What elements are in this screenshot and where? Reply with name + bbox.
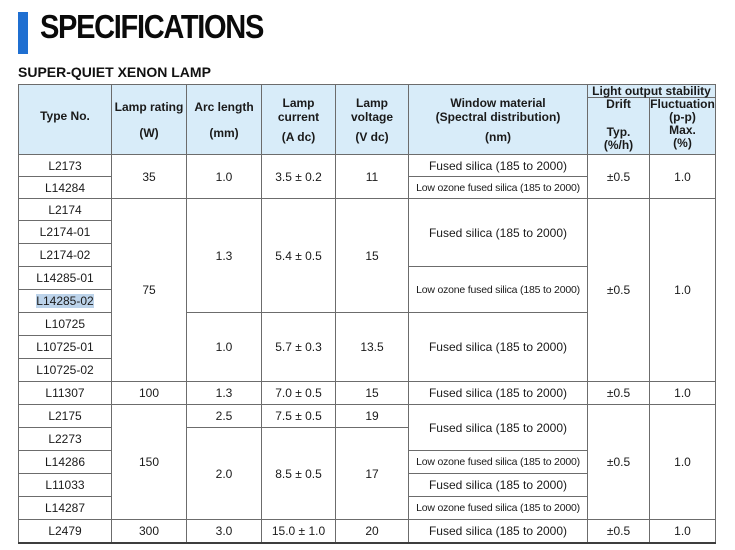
- fluctuation-cell: 1.0: [650, 382, 716, 405]
- header-type-no: [19, 85, 112, 155]
- window-cell: Fused silica (185 to 2000): [409, 405, 588, 451]
- drift-cell: ±0.5: [588, 155, 650, 199]
- header-fluct-pp: (p-p): [669, 110, 696, 124]
- header-lamp-current: [262, 85, 336, 155]
- lamp-voltage-cell: 15: [336, 199, 409, 313]
- header-lamp-current-line1: Lamp: [282, 95, 315, 110]
- header-lamp-voltage-line1: Lamp: [355, 95, 388, 110]
- header-type-no-label: Type No.: [40, 108, 90, 123]
- lamp-current-cell: 5.7 ± 0.3: [262, 313, 336, 382]
- type-cell: L10725: [19, 313, 112, 336]
- table-row: [19, 405, 716, 428]
- window-cell: Low ozone fused silica (185 to 2000): [409, 177, 588, 199]
- lamp-current-cell: 8.5 ± 0.5: [262, 428, 336, 520]
- window-cell: Fused silica (185 to 2000): [409, 199, 588, 267]
- title-accent-bar: [18, 12, 28, 54]
- type-cell: L2174-01: [19, 221, 112, 244]
- lamp-voltage-cell: 15: [336, 382, 409, 405]
- drift-cell: ±0.5: [588, 520, 650, 543]
- arc-length-cell: 1.3: [187, 382, 262, 405]
- header-drift-unit: (%/h): [603, 138, 634, 152]
- header-fluct-unit: (%): [673, 136, 692, 150]
- header-lamp-voltage-line2: voltage: [350, 109, 393, 124]
- header-lamp-current-unit: (A dc): [281, 129, 316, 144]
- header-fluctuation: [650, 98, 716, 155]
- lamp-current-cell: 3.5 ± 0.2: [262, 155, 336, 199]
- type-cell: L2173: [19, 155, 112, 177]
- section-subtitle: SUPER-QUIET XENON LAMP: [18, 64, 211, 80]
- window-cell: Low ozone fused silica (185 to 2000): [409, 267, 588, 313]
- type-cell: [19, 290, 112, 313]
- spec-table: [18, 84, 716, 544]
- lamp-voltage-cell: 19: [336, 405, 409, 428]
- type-cell: L2174-02: [19, 244, 112, 267]
- fluctuation-cell: 1.0: [650, 199, 716, 382]
- lamp-current-cell: 7.0 ± 0.5: [262, 382, 336, 405]
- drift-cell: ±0.5: [588, 405, 650, 520]
- header-light-output-stability: [588, 85, 716, 98]
- lamp-voltage-cell: 17: [336, 428, 409, 520]
- window-cell: Low ozone fused silica (185 to 2000): [409, 451, 588, 474]
- table-row: [19, 199, 716, 221]
- fluctuation-cell: 1.0: [650, 520, 716, 543]
- header-drift-label: Drift: [606, 97, 631, 111]
- header-lamp-rating: [112, 85, 187, 155]
- header-arc-length: [187, 85, 262, 155]
- lamp-voltage-cell: 20: [336, 520, 409, 543]
- type-cell: L10725-02: [19, 359, 112, 382]
- header-window-line1: Window material: [450, 95, 546, 110]
- header-fluct-max: Max.: [669, 123, 696, 137]
- lamp-current-cell: 7.5 ± 0.5: [262, 405, 336, 428]
- lamp-current-cell: 15.0 ± 1.0: [262, 520, 336, 543]
- window-cell: Fused silica (185 to 2000): [409, 474, 588, 497]
- arc-length-cell: 1.0: [187, 313, 262, 382]
- window-cell: Fused silica (185 to 2000): [409, 520, 588, 543]
- page-title: SPECIFICATIONS: [40, 8, 264, 45]
- window-cell: Fused silica (185 to 2000): [409, 313, 588, 382]
- arc-length-cell: 1.3: [187, 199, 262, 313]
- type-cell: L2479: [19, 520, 112, 543]
- table-row: [19, 155, 716, 177]
- arc-length-cell: 3.0: [187, 520, 262, 543]
- lamp-rating-cell: 300: [112, 520, 187, 543]
- fluctuation-cell: 1.0: [650, 155, 716, 199]
- header-stability-label: Light output stability: [592, 84, 711, 98]
- type-cell: L11033: [19, 474, 112, 497]
- header-lamp-voltage: [336, 85, 409, 155]
- header-window-material: [409, 85, 588, 155]
- lamp-rating-cell: 75: [112, 199, 187, 382]
- type-cell: L14286: [19, 451, 112, 474]
- type-cell: L2175: [19, 405, 112, 428]
- drift-cell: ±0.5: [588, 199, 650, 382]
- type-cell: L10725-01: [19, 336, 112, 359]
- header-lamp-current-line2: current: [277, 109, 320, 124]
- type-cell: L2273: [19, 428, 112, 451]
- header-arc-length-label: Arc length: [194, 99, 254, 114]
- window-cell: Fused silica (185 to 2000): [409, 155, 588, 177]
- type-cell: L11307: [19, 382, 112, 405]
- header-row-1: [19, 85, 716, 98]
- header-lamp-rating-unit: (W): [139, 125, 159, 140]
- header-arc-length-unit: (mm): [209, 125, 239, 140]
- type-cell: L2174: [19, 199, 112, 221]
- lamp-rating-cell: 150: [112, 405, 187, 520]
- header-window-unit: (nm): [485, 129, 511, 144]
- arc-length-cell: 2.0: [187, 428, 262, 520]
- type-cell: L14287: [19, 497, 112, 520]
- arc-length-cell: 1.0: [187, 155, 262, 199]
- window-cell: Low ozone fused silica (185 to 2000): [409, 497, 588, 520]
- header-lamp-voltage-unit: (V dc): [355, 129, 389, 144]
- header-fluct-label: Fluctuation: [650, 97, 715, 111]
- drift-cell: ±0.5: [588, 382, 650, 405]
- table-row: [19, 382, 716, 405]
- arc-length-cell: 2.5: [187, 405, 262, 428]
- lamp-current-cell: 5.4 ± 0.5: [262, 199, 336, 313]
- type-cell: L14285-01: [19, 267, 112, 290]
- lamp-rating-cell: 100: [112, 382, 187, 405]
- lamp-rating-cell: 35: [112, 155, 187, 199]
- window-cell: Fused silica (185 to 2000): [409, 382, 588, 405]
- fluctuation-cell: 1.0: [650, 405, 716, 520]
- header-lamp-rating-label: Lamp rating: [114, 99, 184, 114]
- type-cell: L14284: [19, 177, 112, 199]
- selected-text-highlight[interactable]: L14285-02: [36, 294, 94, 308]
- header-drift: [588, 98, 650, 155]
- lamp-voltage-cell: 11: [336, 155, 409, 199]
- lamp-voltage-cell: 13.5: [336, 313, 409, 382]
- header-drift-typ: Typ.: [606, 125, 631, 139]
- table-row: [19, 520, 716, 543]
- header-window-line2: (Spectral distribution): [435, 109, 561, 124]
